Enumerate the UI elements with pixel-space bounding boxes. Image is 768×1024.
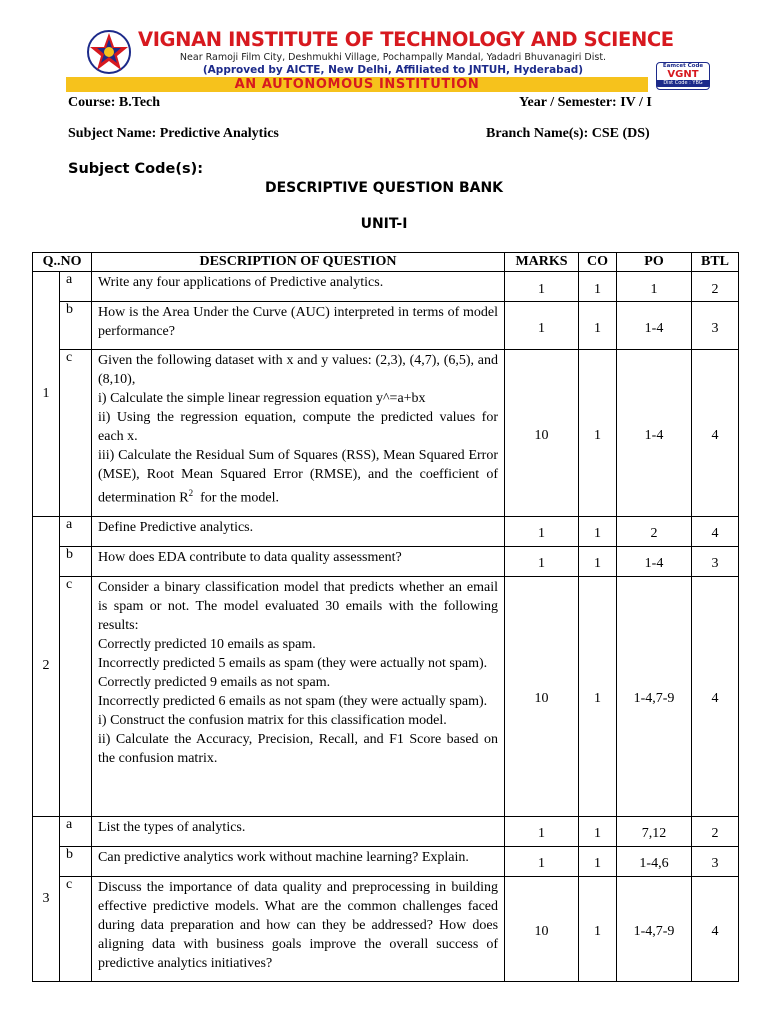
- course-label: Course: B.Tech: [68, 95, 161, 110]
- question-text: [92, 576, 505, 816]
- question-text: [92, 876, 505, 981]
- table-row: [33, 302, 739, 350]
- question-text: [92, 546, 505, 576]
- header-marks: MARKS: [505, 253, 579, 272]
- btl-cell: 4: [692, 576, 739, 816]
- question-line: Correctly predicted 9 emails as not spam.: [98, 674, 331, 690]
- question-line: for the model.: [200, 490, 280, 506]
- btl-cell: 4: [692, 876, 739, 981]
- year-semester-label: Year / Semester: IV / I: [519, 95, 652, 110]
- marks-cell: 1: [505, 272, 579, 302]
- question-line: Write any four applications of Predictive analytics.: [98, 275, 384, 290]
- co-cell: 1: [579, 576, 617, 816]
- question-line: ii) Calculate the Accuracy, Precision, Recall, and F1 Score based on the confusion matrix.: [98, 731, 499, 766]
- table-header-row: [33, 253, 739, 272]
- question-line: Correctly predicted 10 emails as spam.: [98, 636, 316, 652]
- subject-code-label: Subject Code(s):: [68, 161, 204, 177]
- marks-cell: 1: [505, 846, 579, 876]
- marks-cell: 1: [505, 516, 579, 546]
- sub-question-label: c: [60, 350, 92, 517]
- question-line: ii) Using the regression equation, compute the predicted values for each x.: [98, 410, 499, 444]
- unit-title: UNIT-I: [360, 216, 408, 232]
- table-row: [33, 576, 739, 816]
- co-cell: 1: [579, 846, 617, 876]
- table-row: [33, 546, 739, 576]
- co-cell: 1: [579, 350, 617, 517]
- sub-question-label: c: [60, 576, 92, 816]
- co-cell: 1: [579, 876, 617, 981]
- table-row: [33, 272, 739, 302]
- question-text: [92, 816, 505, 846]
- question-bank-title: DESCRIPTIVE QUESTION BANK: [264, 180, 504, 196]
- sub-question-label: a: [60, 516, 92, 546]
- marks-cell: 1: [505, 546, 579, 576]
- po-cell: 7,12: [617, 816, 692, 846]
- po-cell: 1-4: [617, 350, 692, 517]
- question-line: i) Calculate the simple linear regression equation y^=a+bx: [98, 391, 426, 406]
- question-text: [92, 516, 505, 546]
- co-cell: 1: [579, 272, 617, 302]
- question-line: How does EDA contribute to data quality assessment?: [98, 549, 402, 565]
- btl-cell: 4: [692, 516, 739, 546]
- header-po: PO: [617, 253, 692, 272]
- btl-cell: 3: [692, 846, 739, 876]
- po-cell: 1-4: [617, 302, 692, 350]
- header-btl: BTL: [692, 253, 739, 272]
- po-cell: 1-4,6: [617, 846, 692, 876]
- autonomous-text: AN AUTONOMOUS INSTITUTION: [234, 77, 480, 92]
- question-text: [92, 302, 505, 350]
- question-line: Incorrectly predicted 6 emails as not spam (they were actually spam).: [98, 693, 488, 709]
- eamcet-code: VGNT: [667, 69, 699, 80]
- eamcet-code-badge: [656, 62, 710, 90]
- question-line: Discuss the importance of data quality and preprocessing in building effective predictive models. What are the common challenges faced during data preparation and how can they be addressed? How does aligning data with business goals improve the overall success of predictive analytics initiatives?: [98, 879, 499, 971]
- question-line: List the types of analytics.: [98, 819, 246, 835]
- sub-question-label: a: [60, 816, 92, 846]
- table-row: [33, 876, 739, 981]
- question-line: iii) Calculate the Residual Sum of Squares (RSS), Mean Squared Error (MSE), Root Mean Squared Error (RMSE), and the coefficient of determination R: [98, 448, 499, 506]
- marks-cell: 10: [505, 876, 579, 981]
- po-cell: 1-4,7-9: [617, 576, 692, 816]
- branch-label: Branch Name(s): CSE (DS): [486, 126, 650, 141]
- question-line: How is the Area Under the Curve (AUC) interpreted in terms of model performance?: [98, 305, 499, 339]
- po-cell: 2: [617, 516, 692, 546]
- btl-cell: 2: [692, 272, 739, 302]
- header-qno: Q..NO: [33, 253, 92, 272]
- institute-name: VIGNAN INSTITUTE OF TECHNOLOGY AND SCIENCE: [138, 28, 674, 51]
- co-cell: 1: [579, 302, 617, 350]
- institute-logo-icon: [86, 29, 132, 75]
- btl-cell: 2: [692, 816, 739, 846]
- marks-cell: 10: [505, 576, 579, 816]
- table-row: [33, 516, 739, 546]
- table-row: [33, 350, 739, 517]
- btl-cell: 3: [692, 546, 739, 576]
- co-cell: 1: [579, 546, 617, 576]
- table-row: [33, 816, 739, 846]
- btl-cell: 3: [692, 302, 739, 350]
- po-cell: 1-4,7-9: [617, 876, 692, 981]
- question-number: 1: [33, 272, 60, 517]
- btl-cell: 4: [692, 350, 739, 517]
- marks-cell: 10: [505, 350, 579, 517]
- dist-code: Dist Code : YBG: [657, 80, 709, 87]
- question-text: [92, 846, 505, 876]
- sub-question-label: c: [60, 876, 92, 981]
- po-cell: 1-4: [617, 546, 692, 576]
- marks-cell: 1: [505, 816, 579, 846]
- question-number: 3: [33, 816, 60, 981]
- superscript-two: 2: [188, 488, 194, 498]
- question-line: Given the following dataset with x and y values: (2,3), (4,7), (6,5), and (8,10),: [98, 353, 499, 387]
- co-cell: 1: [579, 516, 617, 546]
- co-cell: 1: [579, 816, 617, 846]
- po-cell: 1: [617, 272, 692, 302]
- eamcet-label: Eamcet Code: [662, 63, 704, 69]
- sub-question-label: b: [60, 546, 92, 576]
- sub-question-label: b: [60, 302, 92, 350]
- question-table: [32, 252, 739, 982]
- subject-name-label: Subject Name: Predictive Analytics: [68, 126, 279, 141]
- table-row: [33, 846, 739, 876]
- approval-text: (Approved by AICTE, New Delhi, Affiliated to JNTUH, Hyderabad): [202, 64, 584, 76]
- question-line: Incorrectly predicted 5 emails as spam (they were actually not spam).: [98, 655, 488, 671]
- question-line: Define Predictive analytics.: [98, 519, 254, 535]
- sub-question-label: a: [60, 272, 92, 302]
- question-line: Consider a binary classification model that predicts whether an email is spam or not. The model evaluated 30 emails with the following results:: [98, 579, 499, 633]
- autonomous-banner: [66, 77, 648, 92]
- header-description: DESCRIPTION OF QUESTION: [92, 253, 505, 272]
- question-line: i) Construct the confusion matrix for this classification model.: [98, 712, 447, 728]
- institute-address: Near Ramoji Film City, Deshmukhi Village, Pochampally Mandal, Yadadri Bhuvanagiri Dist.: [179, 52, 607, 63]
- question-text: [92, 272, 505, 302]
- sub-question-label: b: [60, 846, 92, 876]
- question-line: Can predictive analytics work without machine learning? Explain.: [98, 849, 469, 865]
- marks-cell: 1: [505, 302, 579, 350]
- question-number: 2: [33, 516, 60, 816]
- letterhead: [66, 26, 712, 94]
- header-co: CO: [579, 253, 617, 272]
- question-text: [92, 350, 505, 517]
